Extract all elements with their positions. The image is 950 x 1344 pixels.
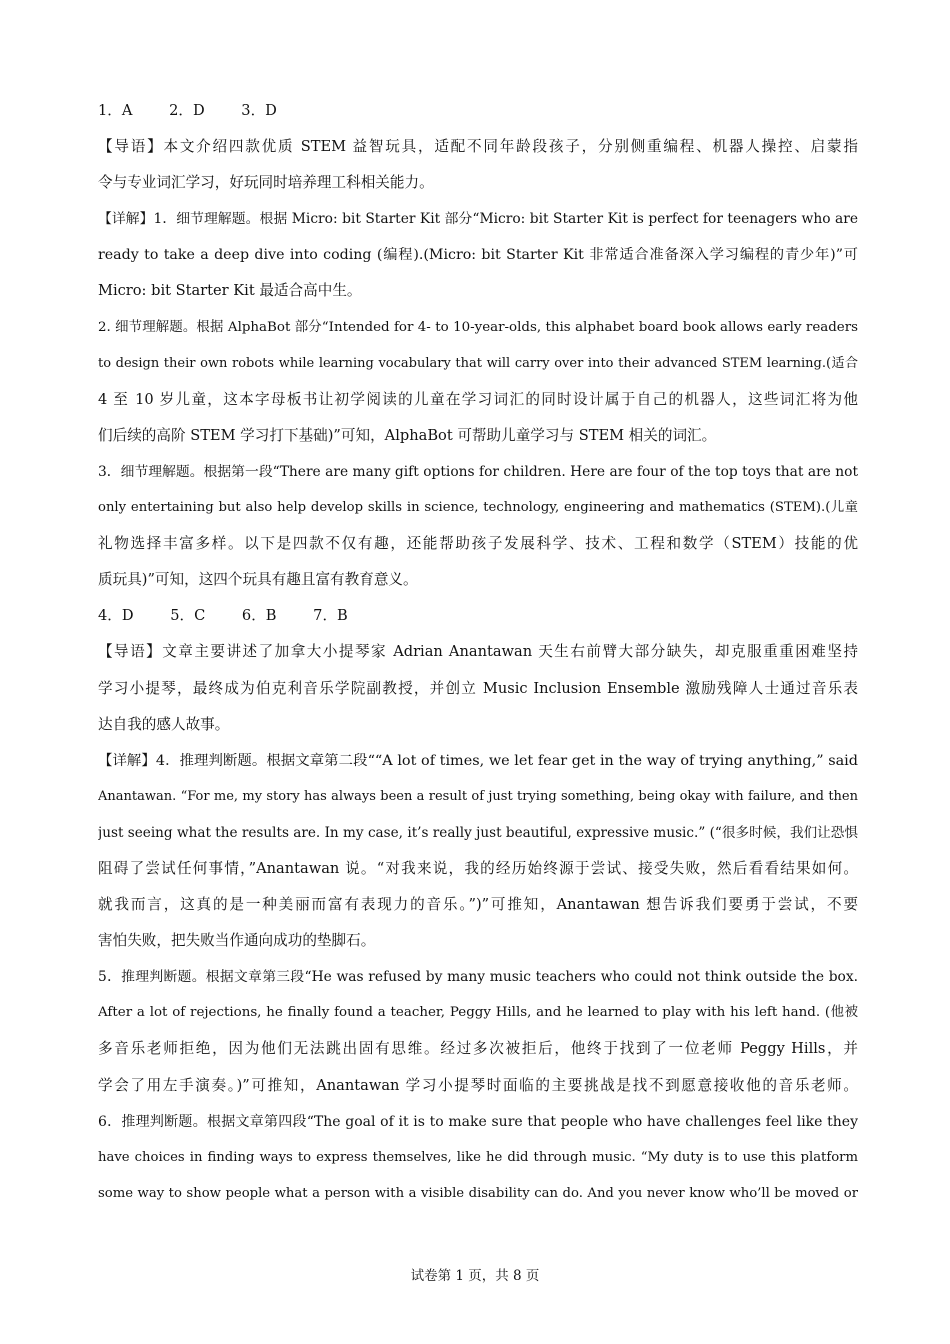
detail-line: 学会了用左手演奏。)”可推知，Anantawan 学习小提琴时面临的主要挑战是找不到愿意接收他的音乐老师。 [98,1076,858,1094]
detail-line: 们后续的高阶 STEM 学习打下基础)”可知，AlphaBot 可帮助儿童学习与 STEM 相关的词汇。 [98,426,717,444]
detail-line: to design their own robots while learning vocabulary that will carry over into their advanced STEM learning.(适合 [98,355,858,371]
detail-line: 2. 细节理解题。根据 AlphaBot 部分“Intended for 4- to 10-year-olds, this alphabet board book allows early readers [98,319,858,335]
detail-line: only entertaining but also help develop skills in science, technology, engineering and mathematics (STEM).(儿童 [98,500,858,516]
answer-item: 2．D [169,102,205,119]
intro-line: 【导语】本文介绍四款优质 STEM 益智玩具，适配不同年龄段孩子，分别侧重编程、机器人操控、启蒙指 [98,138,858,156]
detail-line: After a lot of rejections, he finally found a teacher, Peggy Hills, and he learned to play with his left hand. (他被 [98,1005,858,1021]
answer-item: 5．C [170,607,206,625]
detail-line: 礼物选择丰富多样。以下是四款不仅有趣，还能帮助孩子发展科学、技术、工程和数学（STEM）技能的优 [98,535,858,553]
detail-line: 害怕失败，把失败当作通向成功的垫脚石。 [98,932,376,950]
detail-line: 【详解】4．推理判断题。根据文章第二段““A lot of times, we let fear get in the way of trying anything,” said [98,752,858,769]
page-footer: 试卷第 1 页，共 8 页 [410,1268,540,1284]
detail-line: 就我而言，这真的是一种美丽而富有表现力的音乐。”)”可推知，Anantawan 想告诉我们要勇于尝试，不要 [98,896,858,914]
answer-key-row-1 [98,93,858,129]
intro-line: 达自我的感人故事。 [98,715,230,733]
detail-line: Anantawan. “For me, my story has always been a result of just trying something, being okay with failure, and then [98,788,858,804]
detail-line: 【详解】1．细节理解题。根据 Micro: bit Starter Kit 部分“Micro: bit Starter Kit is perfect for teenagers who are [98,211,858,228]
answer-item: 4．D [98,607,134,625]
answer-item: 3．D [241,102,277,119]
detail-line: 4 至 10 岁儿童，这本字母板书让初学阅读的儿童在学习词汇的同时设计属于自己的机器人，这些词汇将为他 [98,390,858,408]
detail-line: 5．推理判断题。根据文章第三段“He was refused by many music teachers who could not think outside the box. [98,969,858,986]
detail-line: just seeing what the results are. In my case, it’s really just beautiful, expressive music.” (“很多时候，我们让恐惧 [98,824,858,841]
intro-line: 【导语】文章主要讲述了加拿大小提琴家 Adrian Anantawan 天生右前臂大部分缺失，却克服重重困难坚持 [98,643,858,661]
answer-key-row-2 [98,598,858,634]
answer-item: 6．B [241,607,277,625]
detail-line: some way to show people what a person with a visible disability can do. And you never know who’ll be moved or [98,1185,858,1201]
detail-line: 质玩具)”可知，这四个玩具有趣且富有教育意义。 [98,571,418,589]
detail-line: Micro: bit Starter Kit 最适合高中生。 [98,282,362,300]
answer-explanation-body [98,93,858,1212]
intro-line: 学习小提琴，最终成为伯克利音乐学院副教授，并创立 Music Inclusion Ensemble 激励残障人士通过音乐表 [98,679,858,697]
detail-line: 3．细节理解题。根据第一段“There are many gift options for children. Here are four of the top toys that are not [98,463,858,480]
answer-item: 1．A [98,102,133,119]
detail-line: have choices in finding ways to express themselves, like he did through music. “My duty is to use this platform [98,1149,858,1165]
intro-line: 令与专业词汇学习，好玩同时培养理工科相关能力。 [98,174,434,192]
detail-line: 阻碍了尝试任何事情，”Anantawan 说。“对我来说，我的经历始终源于尝试、接受失败，然后看看结果如何。 [98,859,858,877]
answer-item: 7．B [313,607,348,625]
detail-line: ready to take a deep dive into coding (编程).(Micro: bit Starter Kit 非常适合准备深入学习编程的青少年)”可 [98,247,858,264]
detail-line: 6．推理判断题。根据文章第四段“The goal of it is to make sure that people who have challenges feel like they [98,1113,858,1130]
detail-line: 多音乐老师拒绝，因为他们无法跳出固有思维。经过多次被拒后，他终于找到了一位老师 Peggy Hills，并 [98,1040,858,1058]
